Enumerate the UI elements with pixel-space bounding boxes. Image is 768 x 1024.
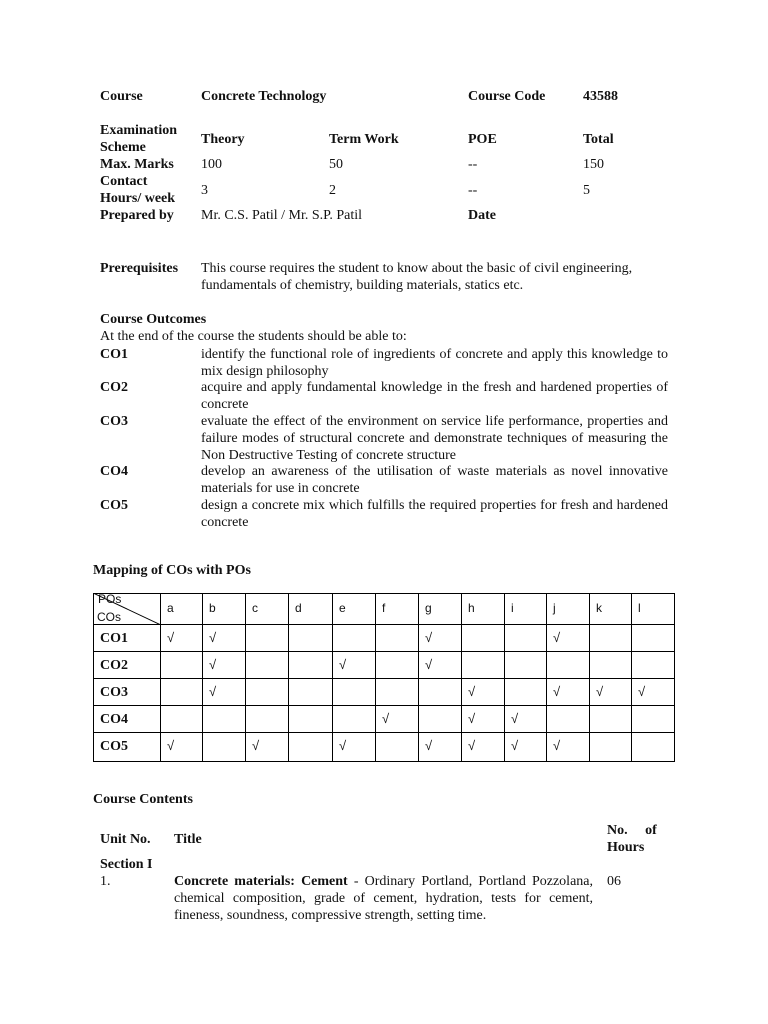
max-marks-theory: 100 (201, 157, 222, 172)
mapping-cell (289, 652, 333, 679)
po-header-i (505, 593, 547, 625)
po-label-k: k (596, 601, 602, 615)
hours-heading-2: Hours (607, 840, 645, 855)
tick-mark: √ (425, 657, 433, 672)
mapping-cell (632, 733, 675, 762)
mapping-cell (505, 652, 547, 679)
cos-corner-label: COs (97, 610, 121, 624)
outcomes-intro: At the end of the course the students should be able to: (100, 329, 407, 344)
mapping-cell (246, 625, 289, 652)
max-marks-total: 150 (583, 157, 604, 172)
tick-mark: √ (596, 684, 604, 699)
prepared-by-value: Mr. C.S. Patil / Mr. S.P. Patil (201, 208, 363, 223)
mapping-cell (505, 679, 547, 706)
corner-cell (93, 593, 161, 625)
tick-mark: √ (468, 738, 476, 753)
mapping-cell (203, 733, 246, 762)
total-heading: Total (583, 132, 614, 147)
co2-text: acquire and apply fundamental knowledge in the fresh and hardened properties of concrete (201, 380, 668, 412)
mapping-cell (419, 625, 462, 652)
outcomes-heading: Course Outcomes (100, 312, 207, 327)
co-row-header (93, 679, 161, 706)
mapping-cell (289, 733, 333, 762)
mapping-cell (462, 625, 505, 652)
tick-mark: √ (468, 684, 476, 699)
mapping-cell (333, 652, 376, 679)
mapping-cell (419, 733, 462, 762)
po-header-b (203, 593, 246, 625)
prerequisites-text: This course requires the student to know about the basic of civil engineering, fundamentals of chemistry, building materials, statics etc. (201, 261, 633, 293)
mapping-cell (632, 625, 675, 652)
mapping-cell (333, 679, 376, 706)
tick-mark: √ (425, 738, 433, 753)
mapping-cell (632, 706, 675, 733)
section-label: Section I (100, 857, 153, 872)
mapping-cell (246, 679, 289, 706)
po-label-j: j (553, 601, 556, 615)
po-header-j (547, 593, 590, 625)
poe-heading: POE (468, 132, 497, 147)
contact-label-1: Contact (100, 174, 148, 189)
po-header-k (590, 593, 632, 625)
mapping-cell (246, 652, 289, 679)
tick-mark: √ (553, 630, 561, 645)
title-heading: Title (174, 832, 202, 847)
po-header-c (246, 593, 289, 625)
tick-mark: √ (339, 657, 347, 672)
mapping-cell (289, 679, 333, 706)
co-row-header (93, 733, 161, 762)
contact-theory: 3 (201, 183, 208, 198)
mapping-cell (547, 679, 590, 706)
mapping-cell (161, 679, 203, 706)
mapping-cell (462, 706, 505, 733)
tick-mark: √ (638, 684, 646, 699)
mapping-cell (203, 652, 246, 679)
po-label-i: i (511, 601, 514, 615)
mapping-grid (93, 593, 675, 762)
exam-scheme-label-2: Scheme (100, 140, 146, 155)
mapping-cell (333, 733, 376, 762)
max-marks-label: Max. Marks (100, 157, 174, 172)
prepared-by-label: Prepared by (100, 208, 174, 223)
tick-mark: √ (339, 738, 347, 753)
mapping-cell (462, 652, 505, 679)
mapping-cell (376, 625, 419, 652)
po-label-b: b (209, 601, 216, 615)
mapping-cell (632, 679, 675, 706)
tick-mark: √ (468, 711, 476, 726)
unit-no-heading: Unit No. (100, 832, 151, 847)
po-label-l: l (638, 601, 641, 615)
mapping-cell (161, 706, 203, 733)
mapping-cell (590, 625, 632, 652)
po-header-l (632, 593, 675, 625)
co-row-header (93, 625, 161, 652)
termwork-heading: Term Work (329, 132, 399, 147)
mapping-cell (161, 733, 203, 762)
mapping-cell (419, 706, 462, 733)
mapping-cell (376, 733, 419, 762)
unit-hours: 06 (607, 874, 621, 889)
mapping-cell (376, 652, 419, 679)
po-label-e: e (339, 601, 346, 615)
po-header-d (289, 593, 333, 625)
co2-code: CO2 (100, 380, 128, 395)
hours-heading-1: No. of (607, 823, 657, 838)
theory-heading: Theory (201, 132, 245, 147)
pos-corner-label: POs (98, 592, 122, 606)
po-header-a (161, 593, 203, 625)
tick-mark: √ (209, 684, 217, 699)
unit-topics: - Ordinary Portland, Portland Pozzolana, chemical composition, grade of cement, hydration, tests for cement, fineness, soundness, compressive strength, setting time. (174, 874, 593, 923)
mapping-cell (246, 706, 289, 733)
co3-text: evaluate the effect of the environment on service life performance, properties and failure modes of structural concrete and demonstrate techniques of measuring the Non Destructive Testing of concrete structure (201, 414, 668, 463)
po-label-a: a (167, 601, 174, 615)
course-code-label: Course Code (468, 89, 546, 104)
po-header-e (333, 593, 376, 625)
mapping-cell (289, 625, 333, 652)
mapping-cell (505, 625, 547, 652)
unit-title: Concrete materials: Cement (174, 874, 348, 889)
max-marks-poe: -- (468, 157, 478, 172)
co5-text: design a concrete mix which fulfills the required properties for fresh and hardened concrete (201, 498, 668, 530)
tick-mark: √ (511, 738, 519, 753)
mapping-cell (419, 679, 462, 706)
mapping-cell (333, 706, 376, 733)
mapping-cell (547, 652, 590, 679)
co-row-header (93, 652, 161, 679)
mapping-cell (462, 733, 505, 762)
co-row-label: CO2 (100, 658, 128, 673)
co-row-label: CO5 (100, 739, 128, 754)
tick-mark: √ (382, 711, 390, 726)
mapping-cell (590, 733, 632, 762)
mapping-cell (505, 733, 547, 762)
co-row-header (93, 706, 161, 733)
mapping-cell (203, 625, 246, 652)
mapping-cell (547, 733, 590, 762)
tick-mark: √ (209, 630, 217, 645)
co1-text: identify the functional role of ingredients of concrete and apply this knowledge to mix design philosophy (201, 347, 668, 379)
mapping-cell (246, 733, 289, 762)
mapping-cell (462, 679, 505, 706)
contact-termwork: 2 (329, 183, 336, 198)
unit-number: 1. (100, 874, 111, 889)
unit-description (174, 873, 593, 924)
contact-total: 5 (583, 183, 590, 198)
mapping-cell (289, 706, 333, 733)
po-label-g: g (425, 601, 432, 615)
mapping-cell (590, 652, 632, 679)
mapping-cell (161, 652, 203, 679)
exam-scheme-label-1: Examination (100, 123, 178, 138)
contents-heading: Course Contents (93, 792, 193, 807)
mapping-cell (203, 706, 246, 733)
co1-code: CO1 (100, 347, 128, 362)
mapping-cell (590, 679, 632, 706)
po-label-h: h (468, 601, 475, 615)
date-label: Date (468, 208, 496, 223)
tick-mark: √ (167, 738, 175, 753)
co4-code: CO4 (100, 464, 128, 479)
mapping-cell (547, 706, 590, 733)
course-label: Course (100, 89, 143, 104)
mapping-cell (376, 706, 419, 733)
tick-mark: √ (553, 684, 561, 699)
tick-mark: √ (425, 630, 433, 645)
mapping-cell (547, 625, 590, 652)
mapping-cell (203, 679, 246, 706)
prerequisites-label: Prerequisites (100, 261, 179, 276)
contact-poe: -- (468, 183, 478, 198)
mapping-cell (333, 625, 376, 652)
co3-code: CO3 (100, 414, 128, 429)
mapping-cell (590, 706, 632, 733)
contact-label-2: Hours/ week (100, 191, 176, 206)
mapping-cell (376, 679, 419, 706)
po-label-d: d (295, 601, 302, 615)
tick-mark: √ (167, 630, 175, 645)
tick-mark: √ (553, 738, 561, 753)
mapping-cell (505, 706, 547, 733)
po-label-f: f (382, 601, 386, 615)
tick-mark: √ (511, 711, 519, 726)
mapping-heading: Mapping of COs with POs (93, 563, 251, 578)
tick-mark: √ (252, 738, 260, 753)
co4-text: develop an awareness of the utilisation of waste materials as novel innovative materials for use in concrete (201, 464, 668, 496)
tick-mark: √ (209, 657, 217, 672)
po-header-f (376, 593, 419, 625)
co-row-label: CO1 (100, 631, 128, 646)
course-name: Concrete Technology (201, 89, 327, 104)
co-row-label: CO4 (100, 712, 128, 727)
co-row-label: CO3 (100, 685, 128, 700)
po-label-c: c (252, 601, 258, 615)
mapping-cell (161, 625, 203, 652)
max-marks-termwork: 50 (329, 157, 343, 172)
po-header-g (419, 593, 462, 625)
mapping-cell (632, 652, 675, 679)
co5-code: CO5 (100, 498, 128, 513)
mapping-cell (419, 652, 462, 679)
course-code: 43588 (583, 89, 618, 104)
po-header-h (462, 593, 505, 625)
